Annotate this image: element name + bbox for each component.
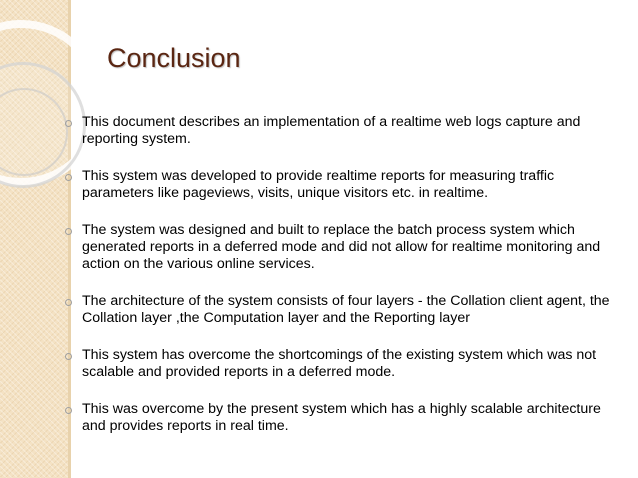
bullet-text: This system has overcome the shortcomings of the existing system which was not scalable and provided reports in a deferred mode.: [82, 347, 597, 380]
bullet-circle-icon: [65, 228, 72, 235]
bullet-circle-icon: [65, 174, 72, 181]
bullet-item: [60, 222, 612, 273]
bullet-circle-icon: [65, 353, 72, 360]
bullet-list: [60, 114, 612, 455]
bullet-item: [60, 168, 612, 202]
bullet-text: This system was developed to provide realtime reports for measuring traffic parameters like pageviews, visits, unique visitors etc. in realtime.: [82, 168, 555, 201]
bullet-item: [60, 347, 612, 381]
bullet-text: This document describes an implementation of a realtime web logs capture and reporting system.: [82, 114, 581, 147]
slide-title: Conclusion: [107, 43, 241, 73]
bullet-text: The system was designed and built to replace the batch process system which generated reports in a deferred mode and did not allow for realtime monitoring and action on the various online services.: [82, 222, 601, 272]
bullet-item: [60, 293, 612, 327]
bullet-item: [60, 114, 612, 148]
bullet-circle-icon: [65, 299, 72, 306]
bullet-item: [60, 401, 612, 435]
bullet-text: This was overcome by the present system which has a highly scalable architecture and provides reports in real time.: [82, 401, 601, 434]
bullet-circle-icon: [65, 407, 72, 414]
bullet-circle-icon: [65, 120, 72, 127]
bullet-text: The architecture of the system consists of four layers - the Collation client agent, the Collation layer ,the Computation layer and the Reporting layer: [82, 293, 610, 326]
